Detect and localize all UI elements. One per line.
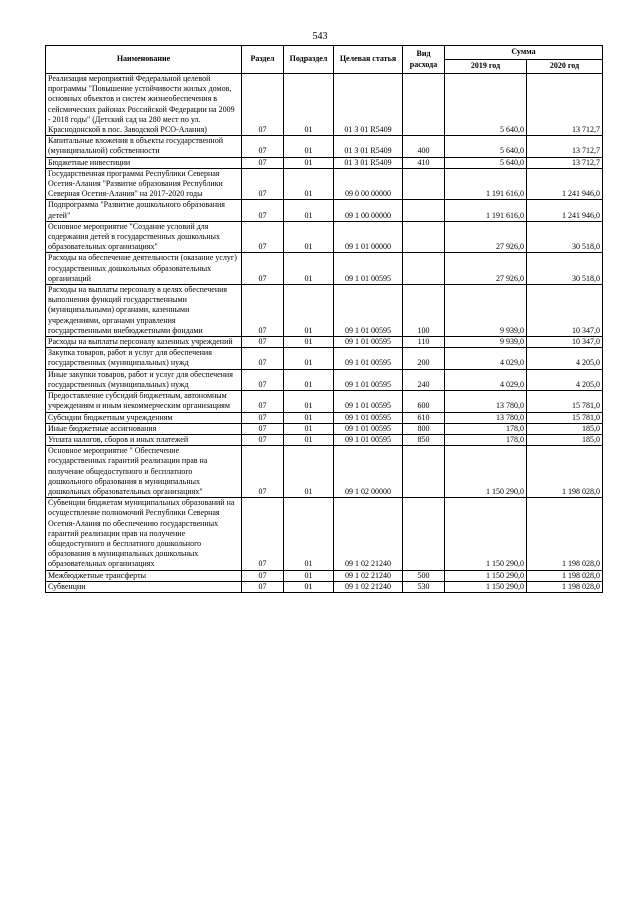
row-section: 07 [242,570,284,581]
row-section: 07 [242,253,284,285]
row-expense-type: 530 [403,581,445,592]
table-row [46,581,603,592]
row-name: Иные бюджетные ассигнования [46,423,242,434]
table-row [46,570,603,581]
row-sum-2019: 13 780,0 [445,412,527,423]
row-subsection: 01 [284,74,334,136]
row-sum-2019: 27 926,0 [445,221,527,253]
row-expense-type: 240 [403,369,445,390]
row-section: 07 [242,200,284,221]
row-section: 07 [242,498,284,570]
row-subsection: 01 [284,157,334,168]
row-sum-2019: 178,0 [445,434,527,445]
row-subsection: 01 [284,570,334,581]
row-target-article: 09 1 01 00595 [334,285,403,337]
row-target-article: 09 1 00 00000 [334,200,403,221]
row-section: 07 [242,446,284,498]
row-expense-type: 410 [403,157,445,168]
row-sum-2020: 30 518,0 [527,253,603,285]
row-target-article: 09 1 01 00595 [334,253,403,285]
row-sum-2019: 1 150 290,0 [445,581,527,592]
row-sum-2019: 1 150 290,0 [445,570,527,581]
row-sum-2019: 13 780,0 [445,391,527,412]
row-sum-2019: 1 150 290,0 [445,446,527,498]
row-sum-2019: 5 640,0 [445,74,527,136]
row-name: Основное мероприятие " Обеспечение государственных гарантий реализации прав на получение общедоступного и бесплатного дошкольного образования в муниципальных дошкольных образовательных организациях" [46,446,242,498]
table-row [46,157,603,168]
row-expense-type: 800 [403,423,445,434]
row-section: 07 [242,369,284,390]
header-name: Наименование [46,46,242,74]
row-sum-2019: 5 640,0 [445,136,527,157]
table-row [46,136,603,157]
header-section: Раздел [242,46,284,74]
header-target-article: Целевая статья [334,46,403,74]
row-target-article: 09 1 01 00000 [334,221,403,253]
row-subsection: 01 [284,581,334,592]
table-row [46,369,603,390]
row-expense-type: 850 [403,434,445,445]
row-target-article: 09 1 01 00595 [334,434,403,445]
row-expense-type: 400 [403,136,445,157]
row-target-article: 09 1 01 00595 [334,423,403,434]
table-row [46,434,603,445]
row-target-article: 01 3 01 R5409 [334,74,403,136]
row-sum-2019: 1 150 290,0 [445,498,527,570]
row-sum-2019: 9 939,0 [445,285,527,337]
row-subsection: 01 [284,136,334,157]
row-sum-2020: 1 198 028,0 [527,570,603,581]
row-sum-2020: 13 712,7 [527,74,603,136]
row-sum-2019: 1 191 616,0 [445,168,527,200]
row-section: 07 [242,391,284,412]
header-year-2020: 2020 год [527,60,603,74]
row-name: Закупка товаров, работ и услуг для обеспечения государственных (муниципальных) нужд [46,348,242,369]
table-row [46,498,603,570]
row-subsection: 01 [284,369,334,390]
row-sum-2019: 27 926,0 [445,253,527,285]
row-subsection: 01 [284,498,334,570]
row-name: Уплата налогов, сборов и иных платежей [46,434,242,445]
row-name: Субвенции [46,581,242,592]
row-sum-2020: 13 712,7 [527,157,603,168]
row-expense-type: 100 [403,285,445,337]
row-sum-2019: 5 640,0 [445,157,527,168]
table-row [46,412,603,423]
row-sum-2020: 4 205,0 [527,348,603,369]
row-name: Капитальные вложения в объекты государственной (муниципальной) собственности [46,136,242,157]
row-target-article: 09 1 01 00595 [334,391,403,412]
row-expense-type [403,168,445,200]
row-name: Расходы на выплаты персоналу в целях обеспечения выполнения функций государственными (муниципальными) органами, казенными учреждениями, органами управления государственными внебюджетными фондами [46,285,242,337]
row-name: Подпрограмма "Развитие дошкольного образования детей" [46,200,242,221]
row-target-article: 09 1 02 21240 [334,498,403,570]
page-number: 543 [312,31,328,42]
row-sum-2019: 4 029,0 [445,369,527,390]
row-sum-2019: 4 029,0 [445,348,527,369]
row-target-article: 09 1 01 00595 [334,348,403,369]
row-section: 07 [242,434,284,445]
row-target-article: 09 1 02 21240 [334,570,403,581]
row-target-article: 09 1 02 00000 [334,446,403,498]
row-target-article: 01 3 01 R5409 [334,157,403,168]
row-sum-2020: 185,0 [527,434,603,445]
row-expense-type [403,221,445,253]
row-name: Субвенции бюджетам муниципальных образований на осуществление полномочий Республики Северная Осетия-Алания по обеспечению государственных гарантий реализации прав на получение общедоступного и бесплатного дошкольного образования в муниципальных дошкольных образовательных организациях [46,498,242,570]
row-section: 07 [242,136,284,157]
row-sum-2020: 30 518,0 [527,221,603,253]
table-row [46,391,603,412]
row-expense-type: 200 [403,348,445,369]
row-name: Субсидии бюджетным учреждениям [46,412,242,423]
row-sum-2020: 1 198 028,0 [527,498,603,570]
row-subsection: 01 [284,337,334,348]
row-name: Бюджетные инвестиции [46,157,242,168]
row-sum-2020: 4 205,0 [527,369,603,390]
row-subsection: 01 [284,434,334,445]
row-section: 07 [242,581,284,592]
row-expense-type [403,74,445,136]
row-section: 07 [242,337,284,348]
row-expense-type [403,498,445,570]
row-target-article: 09 0 00 00000 [334,168,403,200]
row-sum-2020: 1 198 028,0 [527,446,603,498]
row-section: 07 [242,412,284,423]
row-sum-2020: 10 347,0 [527,285,603,337]
row-subsection: 01 [284,446,334,498]
row-target-article: 01 3 01 R5409 [334,136,403,157]
row-sum-2020: 10 347,0 [527,337,603,348]
row-target-article: 09 1 01 00595 [334,337,403,348]
row-section: 07 [242,168,284,200]
row-expense-type [403,200,445,221]
row-name: Межбюджетные трансферты [46,570,242,581]
row-subsection: 01 [284,412,334,423]
row-name: Расходы на обеспечение деятельности (оказание услуг) государственных дошкольных образовательных организаций [46,253,242,285]
table-row [46,74,603,136]
table-row [46,200,603,221]
row-sum-2020: 185,0 [527,423,603,434]
row-name: Предоставление субсидий бюджетным, автономным учреждениям и иным некоммерческим организациям [46,391,242,412]
row-sum-2020: 15 781,0 [527,412,603,423]
header-sum: Сумма [445,46,603,60]
row-sum-2020: 1 241 946,0 [527,168,603,200]
row-expense-type: 500 [403,570,445,581]
row-subsection: 01 [284,221,334,253]
row-subsection: 01 [284,168,334,200]
row-name: Реализация мероприятий Федеральной целевой программы "Повышение устойчивости жилых домов, основных объектов и систем жизнеобеспечения в сейсмических районах Российской Федерации на 2009 - 2018 годы" (Детский сад на 280 мест по ул. Краснодонской в пос. Заводской РСО-Алания) [46,74,242,136]
table-row [46,446,603,498]
table-row [46,423,603,434]
row-sum-2020: 1 241 946,0 [527,200,603,221]
row-sum-2019: 9 939,0 [445,337,527,348]
row-name: Иные закупки товаров, работ и услуг для обеспечения государственных (муниципальных) нужд [46,369,242,390]
row-sum-2020: 1 198 028,0 [527,581,603,592]
row-section: 07 [242,423,284,434]
row-subsection: 01 [284,200,334,221]
table-body [46,74,603,593]
row-section: 07 [242,285,284,337]
row-subsection: 01 [284,391,334,412]
row-target-article: 09 1 01 00595 [334,412,403,423]
table-row [46,348,603,369]
row-name: Государственная программа Республики Северная Осетия-Алания "Развитие образования Республики Северная Осетия-Алания" на 2017-2020 годы [46,168,242,200]
table-header [46,46,603,74]
row-sum-2020: 15 781,0 [527,391,603,412]
row-name: Расходы на выплаты персоналу казенных учреждений [46,337,242,348]
row-subsection: 01 [284,285,334,337]
row-name: Основное мероприятие "Создание условий для содержания детей в государственных дошкольных образовательных организациях" [46,221,242,253]
budget-table [45,45,603,593]
row-sum-2019: 1 191 616,0 [445,200,527,221]
row-subsection: 01 [284,348,334,369]
header-subsection: Подраздел [284,46,334,74]
row-target-article: 09 1 02 21240 [334,581,403,592]
row-expense-type [403,253,445,285]
header-year-2019: 2019 год [445,60,527,74]
row-section: 07 [242,221,284,253]
row-sum-2019: 178,0 [445,423,527,434]
row-expense-type: 600 [403,391,445,412]
row-section: 07 [242,348,284,369]
table-row [46,337,603,348]
row-expense-type: 110 [403,337,445,348]
table-row [46,253,603,285]
table-row [46,285,603,337]
row-target-article: 09 1 01 00595 [334,369,403,390]
row-expense-type [403,446,445,498]
header-expense-type: Вид расхода [403,46,445,74]
row-expense-type: 610 [403,412,445,423]
row-section: 07 [242,157,284,168]
row-subsection: 01 [284,253,334,285]
row-section: 07 [242,74,284,136]
row-subsection: 01 [284,423,334,434]
row-sum-2020: 13 712,7 [527,136,603,157]
table-row [46,221,603,253]
table-row [46,168,603,200]
